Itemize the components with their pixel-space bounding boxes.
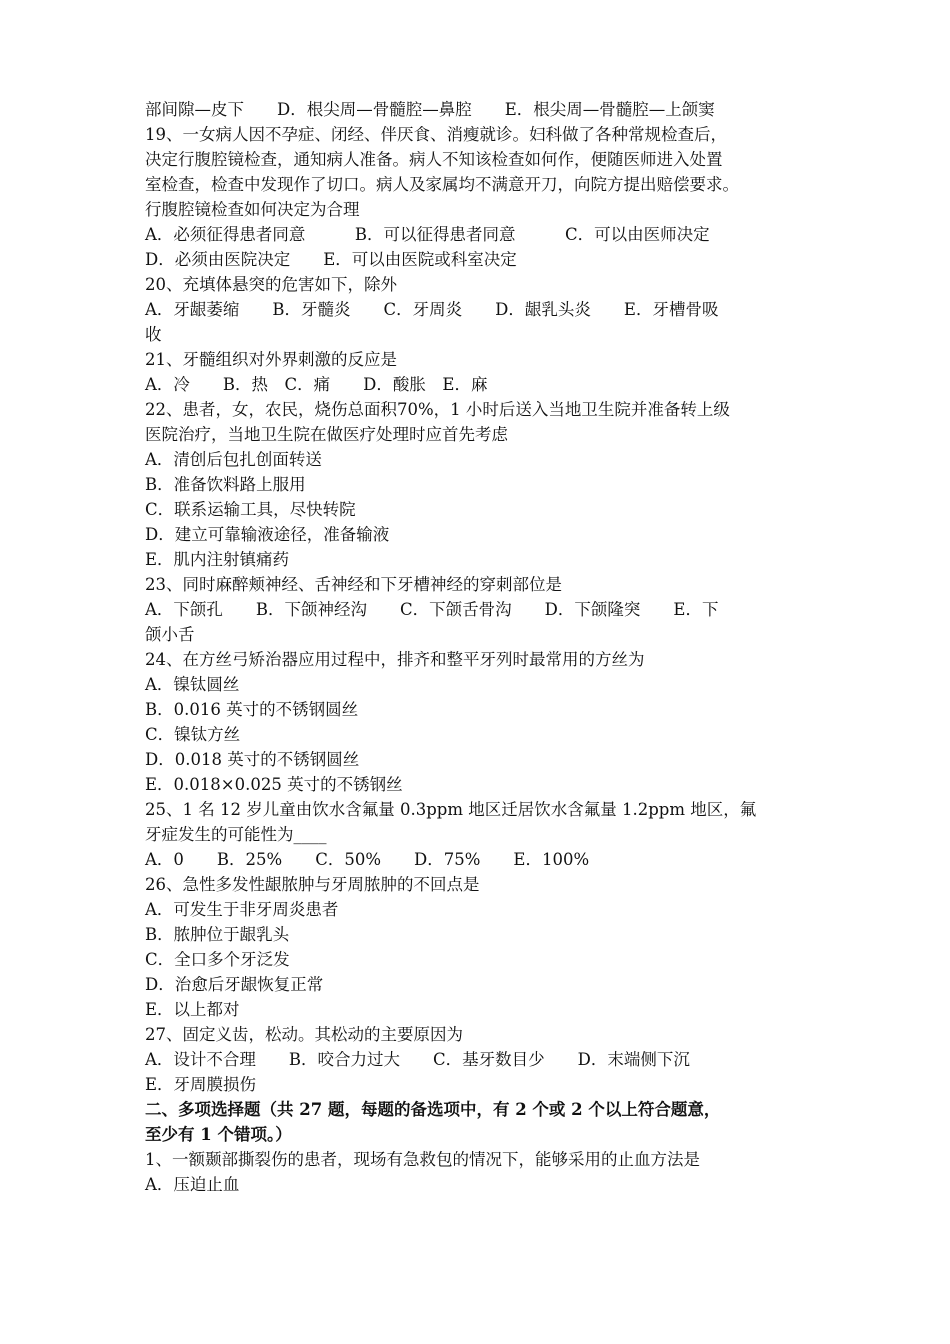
question-24-option-b: B．0.016 英寸的不锈钢圆丝 [145,700,359,719]
question-26-stem: 26、急性多发性龈脓肿与牙周脓肿的不回点是 [145,875,480,894]
question-23-options-cont: 颌小舌 [145,625,195,644]
multi-question-1-stem: 1、一额颞部撕裂伤的患者，现场有急救包的情况下，能够采用的止血方法是 [145,1150,700,1169]
question-25-line-2: 牙症发生的可能性为____ [145,825,327,844]
question-19-line-3: 室检查，检查中发现作了切口。病人及家属均不满意开刀，向院方提出赔偿要求。 [145,175,739,194]
question-24-option-d: D．0.018 英寸的不锈钢圆丝 [145,750,360,769]
question-19-options-2: D．必须由医院决定 E．可以由医院或科室决定 [145,250,517,269]
question-19-line-1: 19、一女病人因不孕症、闭经、伴厌食、消瘦就诊。妇科做了各种常规检查后， [145,125,727,144]
question-21-options: A．冷 B．热 C．痛 D．酸胀 E．麻 [145,375,488,394]
question-22-line-2: 医院治疗，当地卫生院在做医疗处理时应首先考虑 [145,425,508,444]
question-26-option-d: D．治愈后牙龈恢复正常 [145,975,324,994]
question-25-line-1: 25、1 名 12 岁儿童由饮水含氟量 0.3ppm 地区迁居饮水含氟量 1.2ppm 地区，氟 [145,800,757,819]
question-22-line-1: 22、患者，女，农民，烧伤总面积70%，1 小时后送入当地卫生院并准备转上级 [145,400,730,419]
text-line: 部间隙—皮下 D．根尖周—骨髓腔—鼻腔 E．根尖周—骨髓腔—上颌窦 [145,100,715,119]
question-20-options-cont: 收 [145,325,162,344]
question-22-option-e: E．肌内注射镇痛药 [145,550,290,569]
question-26-option-e: E．以上都对 [145,1000,240,1019]
question-24-option-a: A．镍钛圆丝 [145,675,240,694]
question-22-option-a: A．清创后包扎创面转送 [145,450,322,469]
question-22-option-c: C．联系运输工具，尽快转院 [145,500,356,519]
question-24-option-e: E．0.018×0.025 英寸的不锈钢丝 [145,775,403,794]
question-22-option-b: B．准备饮料路上服用 [145,475,306,494]
question-21-stem: 21、牙髓组织对外界刺激的反应是 [145,350,397,369]
question-23-options: A．下颌孔 B．下颌神经沟 C．下颌舌骨沟 D．下颌隆突 E．下 [145,600,719,619]
multi-question-1-option-a: A．压迫止血 [145,1175,240,1194]
question-27-options: A．设计不合理 B．咬合力过大 C．基牙数目少 D．末端侧下沉 [145,1050,690,1069]
question-27-stem: 27、固定义齿，松动。其松动的主要原因为 [145,1025,463,1044]
question-23-stem: 23、同时麻醉颊神经、舌神经和下牙槽神经的穿刺部位是 [145,575,562,594]
question-19-line-4: 行腹腔镜检查如何决定为合理 [145,200,360,219]
question-25-options: A．0 B．25% C．50% D．75% E．100% [145,850,590,869]
question-26-option-a: A．可发生于非牙周炎患者 [145,900,339,919]
document-page [145,97,810,1197]
question-27-option-e: E．牙周膜损伤 [145,1075,257,1094]
section-heading-line-1: 二、多项选择题（共 27 题，每题的备选项中，有 2 个或 2 个以上符合题意， [145,1100,721,1119]
question-20-options: A．牙龈萎缩 B．牙髓炎 C．牙周炎 D．龈乳头炎 E．牙槽骨吸 [145,300,719,319]
question-20-stem: 20、充填体悬突的危害如下，除外 [145,275,397,294]
question-22-option-d: D．建立可靠输液途径，准备输液 [145,525,390,544]
question-24-option-c: C．镍钛方丝 [145,725,241,744]
question-26-option-c: C．全口多个牙泛发 [145,950,290,969]
question-26-option-b: B．脓肿位于龈乳头 [145,925,290,944]
question-19-options-1: A．必须征得患者同意 B．可以征得患者同意 C．可以由医师决定 [145,225,710,244]
question-24-stem: 24、在方丝弓矫治器应用过程中，排齐和整平牙列时最常用的方丝为 [145,650,645,669]
section-heading-line-2: 至少有 1 个错项。） [145,1125,292,1144]
question-19-line-2: 决定行腹腔镜检查，通知病人准备。病人不知该检查如何作，便随医师进入处置 [145,150,723,169]
